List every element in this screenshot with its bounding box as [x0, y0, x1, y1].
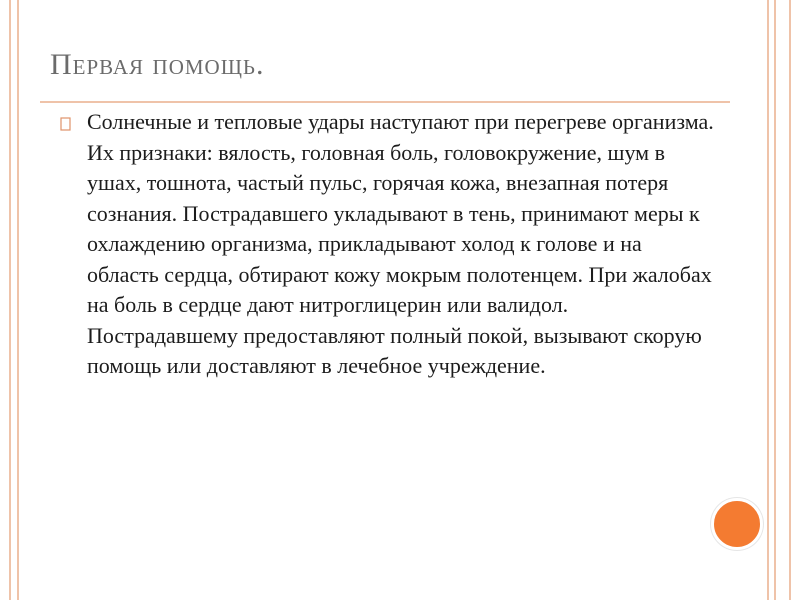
- body-paragraph: Солнечные и тепловые удары наступают при перегреве организма. Их признаки: вялость, головная боль, головокружение, шум в ушах, тошнота, частый пульс, горячая кожа, внезапная потеря сознания. Пострадавшего укладывают в тень, принимают меры к охлаждению организма, прикладывают холод к голове и на область сердца, обтирают кожу мокрым полотенцем. При жалобах на боль в сердце дают нитроглицерин или валидол. Пострадавшему предоставляют полный покой, вызывают скорую помощь или доставляют в лечебное учреждение.: [87, 109, 714, 378]
- frame-line-left-inner: [17, 0, 19, 600]
- frame-line-right-inner: [767, 0, 769, 600]
- frame-line-right-middle: [774, 0, 776, 600]
- frame-line-left-outer: [9, 0, 11, 600]
- frame-line-right-outer: [789, 0, 791, 600]
- hollow-square-bullet-icon: [60, 117, 74, 133]
- title-underline: [40, 101, 730, 103]
- orange-circle-decoration: [711, 498, 763, 550]
- slide-title: Первая помощь.: [50, 48, 265, 81]
